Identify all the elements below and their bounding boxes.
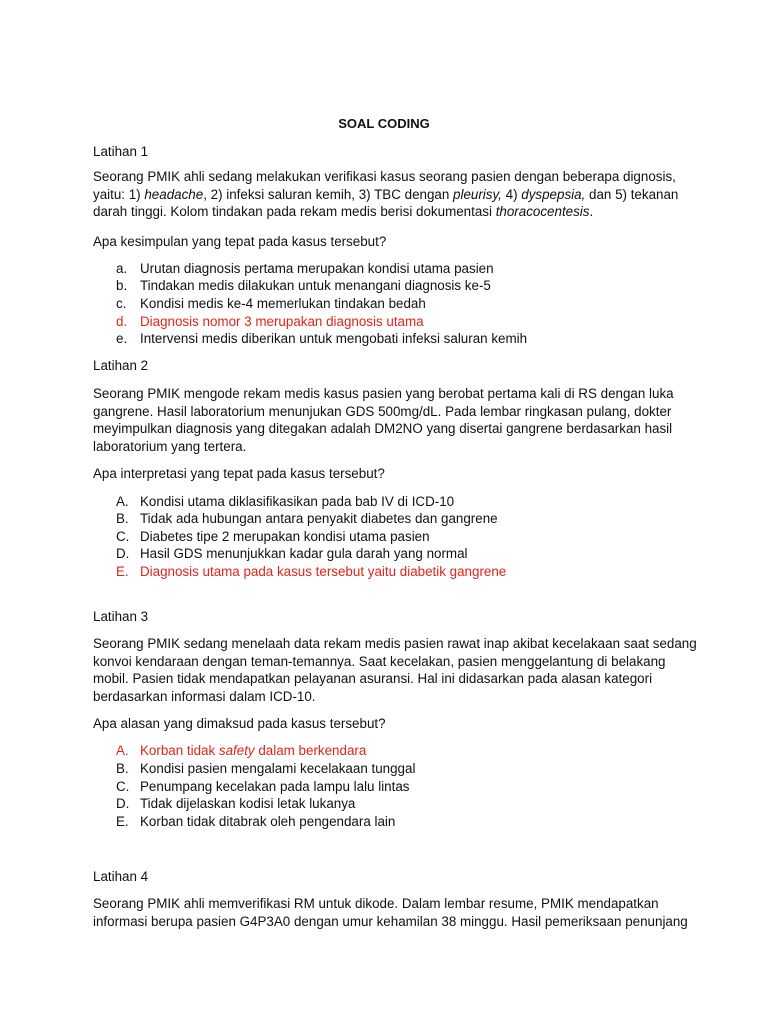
option-text: Korban tidak [140, 743, 219, 758]
option-text: dalam berkendara [254, 743, 367, 758]
option-text: Kondisi utama diklasifikasikan pada bab IV di ICD-10 [140, 494, 455, 509]
q1-text: yaitu: 1) [93, 186, 145, 202]
q1-para-line-1: Seorang PMIK ahli sedang melakukan verifikasi kasus seorang pasien dengan beberapa dignosis, [93, 169, 676, 184]
q3-para-line-2: konvoi kendaraan dengan teman-temannya. Saat kecelakan, pasien menggelantung di belakang [93, 653, 666, 669]
option-text: Kondisi pasien mengalami kecelakaan tunggal [140, 761, 416, 776]
q1-text: . [589, 204, 594, 220]
q1-para-line-2 [93, 186, 683, 204]
q2-para-line-1: Seorang PMIK mengode rekam medis kasus pasien yang berobat pertama kali di RS dengan luka [93, 386, 674, 401]
option-letter: D. [116, 796, 130, 811]
option-letter: E. [116, 564, 129, 579]
q2-question: Apa interpretasi yang tepat pada kasus tersebut? [93, 466, 385, 481]
option-letter: A. [116, 743, 129, 758]
option-text: Diabetes tipe 2 merupakan kondisi utama pasien [140, 529, 430, 544]
q2-para-line-4: laboratorium yang tertera. [93, 438, 247, 454]
q1-option-a [116, 260, 676, 278]
q3-para-line-3: mobil. Pasien tidak mendapatkan pelayanan asuransi. Hal ini didasarkan pada alasan kategori [93, 671, 653, 687]
q2-option-c [116, 528, 676, 546]
q4-paragraph [93, 895, 688, 930]
q3-option-d [116, 795, 676, 813]
q2-para-line-3: meyimpulkan diagnosis yang ditegakan adalah DM2NO yang disertai gangrene berdasarkan hasil [93, 421, 673, 437]
option-letter: b. [116, 278, 128, 293]
q3-question: Apa alasan yang dimaksud pada kasus tersebut? [93, 716, 386, 731]
q1-question: Apa kesimpulan yang tepat pada kasus tersebut? [93, 234, 387, 249]
q2-option-d [116, 545, 676, 563]
q1-text-italic: dyspepsia, [521, 186, 586, 202]
q1-option-e [116, 330, 676, 348]
q3-heading: Latihan 3 [93, 609, 149, 624]
q1-heading: Latihan 1 [93, 144, 149, 159]
option-letter: a. [116, 261, 128, 276]
q1-text: darah tinggi. Kolom tindakan pada rekam medis berisi dokumentasi [93, 204, 496, 220]
q2-option-a [116, 493, 676, 511]
option-letter: B. [116, 761, 129, 776]
option-letter: d. [116, 314, 128, 329]
q3-option-b [116, 760, 676, 778]
q4-para-line-1: Seorang PMIK ahli memverifikasi RM untuk dikode. Dalam lembar resume, PMIK mendapatkan [93, 896, 659, 911]
q1-text-italic: headache [144, 186, 204, 202]
q2-para-line-2: gangrene. Hasil laboratorium menunjukan GDS 500mg/dL. Pada lembar ringkasan pulang, dokter [93, 403, 672, 419]
document-title: SOAL CODING [338, 116, 430, 131]
option-text: Diagnosis utama pada kasus tersebut yaitu diabetik gangrene [140, 564, 507, 579]
q1-text-italic: pleurisy, [453, 186, 502, 202]
q2-option-e-answer [116, 563, 676, 581]
option-text: Intervensi medis diberikan untuk mengobati infeksi saluran kemih [140, 331, 528, 346]
option-letter: B. [116, 511, 129, 526]
q4-para-line-2: informasi berupa pasien G4P3A0 dengan umur kehamilan 38 minggu. Hasil pemeriksaan penunjang [93, 913, 688, 929]
q1-paragraph [93, 168, 683, 221]
option-letter: E. [116, 814, 129, 829]
q2-option-b [116, 510, 676, 528]
q3-para-line-1: Seorang PMIK sedang menelaah data rekam medis pasien rawat inap akibat kecelakaan saat sedang [93, 636, 697, 651]
option-text-italic: safety [218, 743, 255, 758]
q1-text-italic: thoracocentesis [495, 204, 590, 220]
q2-paragraph [93, 385, 683, 455]
q2-heading: Latihan 2 [93, 358, 149, 373]
option-letter: C. [116, 529, 130, 544]
option-letter: c. [116, 296, 127, 311]
q1-text: , 2) infeksi saluran kemih, 3) TBC dengan [203, 186, 454, 202]
option-text: Hasil GDS menunjukkan kadar gula darah yang normal [140, 546, 468, 561]
option-letter: e. [116, 331, 128, 346]
option-letter: C. [116, 779, 130, 794]
option-text: Tidak ada hubungan antara penyakit diabetes dan gangrene [140, 511, 498, 526]
q3-para-line-4: berdasarkan informasi dalam ICD-10. [93, 688, 316, 704]
q4-heading: Latihan 4 [93, 869, 149, 884]
option-text: Diagnosis nomor 3 merupakan diagnosis utama [140, 314, 424, 329]
q1-text: 4) [501, 186, 522, 202]
q3-paragraph [93, 635, 697, 705]
option-text: Tidak dijelaskan kodisi letak lukanya [140, 796, 356, 811]
q3-option-e [116, 813, 676, 831]
q1-option-b [116, 277, 676, 295]
option-text: Tindakan medis dilakukan untuk menangani diagnosis ke-5 [140, 278, 491, 293]
q1-text: dan 5) tekanan [585, 186, 679, 202]
option-text: Urutan diagnosis pertama merupakan kondisi utama pasien [140, 261, 494, 276]
option-text: Kondisi medis ke-4 memerlukan tindakan bedah [140, 296, 426, 311]
q1-option-c [116, 295, 676, 313]
q1-para-line-3 [93, 203, 683, 221]
option-text: Penumpang kecelakan pada lampu lalu lintas [140, 779, 410, 794]
q3-option-c [116, 778, 676, 796]
option-letter: D. [116, 546, 130, 561]
q1-option-d-answer [116, 313, 676, 331]
option-text: Korban tidak ditabrak oleh pengendara lain [140, 814, 396, 829]
option-letter: A. [116, 494, 129, 509]
q3-option-a-answer [116, 742, 676, 760]
